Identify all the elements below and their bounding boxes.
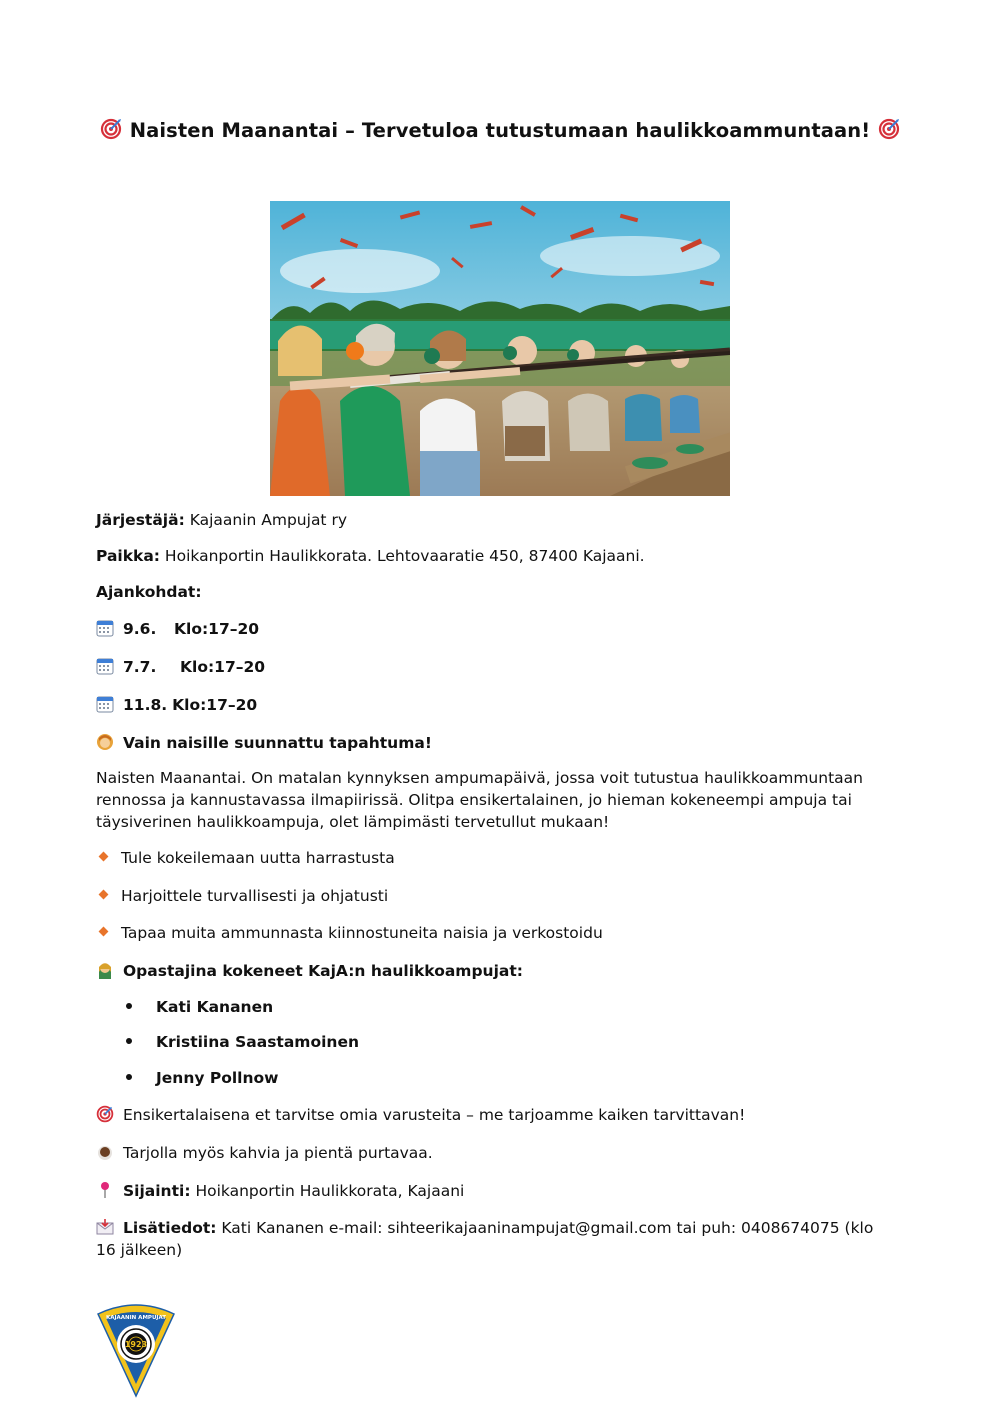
pin-icon [96,1181,114,1199]
bullet-dot [126,1038,132,1044]
place-value: Hoikanportin Haulikkorata. Lehtovaaratie 450, 87400 Kajaani. [160,547,645,565]
coffee-note-line [96,1143,433,1162]
diamond-bullet-icon [99,890,109,900]
envelope-icon [96,1218,114,1236]
organizer-value: Kajaanin Ampujat ry [184,511,347,529]
women-only-line [96,733,432,752]
gear-note-text: Ensikertalaisena et tarvitse omia varusteita – me tarjoamme kaiken tarvittavan! [123,1106,746,1124]
women-only-text: Vain naisille suunnattu tapahtuma! [123,734,432,752]
organizer-label: Järjestäjä: [96,511,185,529]
location-value: Hoikanportin Haulikkorata, Kajaani [190,1182,465,1200]
instructors-heading [96,961,523,980]
target-icon [878,118,900,145]
logo-year: 1923 [124,1340,148,1349]
instructor-icon [96,961,114,979]
date-value: 9.6. [123,620,157,638]
target-icon [96,1105,114,1123]
coffee-icon [96,1143,114,1161]
instructor-item [126,1069,279,1087]
benefit-text: Tapaa muita ammunnasta kiinnostuneita naisia ja verkostoidu [121,924,603,942]
info-line [96,1217,886,1261]
date-value: 11.8. [123,696,168,714]
bullet-dot [126,1074,132,1080]
logo-ring-text: KAJAANIN AMPUJAT [105,1315,167,1321]
bullet-dot [126,1003,132,1009]
instructor-name: Kati Kananen [156,998,274,1016]
info-label: Lisätiedot: [123,1219,217,1237]
date-row [96,695,257,714]
benefit-text: Tule kokeilemaan uutta harrastusta [121,849,395,867]
info-value: Kati Kananen e-mail: sihteerikajaaninampujat@gmail.com tai puh: 0408674075 (klo 16 jälkeen) [96,1219,874,1259]
benefit-item [96,924,603,942]
benefit-text: Harjoittele turvallisesti ja ohjatusti [121,887,389,905]
instructor-item [126,998,273,1016]
instructor-name: Jenny Pollnow [156,1069,279,1087]
organizer-line [96,511,347,529]
diamond-bullet-icon [99,927,109,937]
location-label: Sijainti: [123,1182,191,1200]
benefit-item [96,849,395,867]
calendar-icon [96,619,114,637]
diamond-bullet-icon [99,852,109,862]
place-label: Paikka: [96,547,160,565]
woman-icon [96,733,114,751]
description-paragraph: Naisten Maanantai. On matalan kynnyksen ampumapäivä, jossa voit tutustua haulikkoammuntaan rennossa ja kannustavassa ilmapiirissä. Olitpa ensikertalainen, jo hieman kokeneempi ampuja tai täysiverinen haulikkoampuja, olet lämpimästi tervetullut mukaan! [96,769,863,831]
date-row [96,657,265,676]
benefit-item [96,887,388,905]
date-time: Klo:17–20 [180,658,266,676]
club-logo [96,1302,176,1398]
gear-note-line [96,1105,745,1124]
date-value: 7.7. [123,658,157,676]
instructors-heading-text: Opastajina kokeneet KajA:n haulikkoampujat: [123,962,523,980]
target-icon [100,118,122,145]
calendar-icon [96,695,114,713]
date-time: Klo:17–20 [172,696,258,714]
date-time: Klo:17–20 [174,620,260,638]
instructor-item [126,1033,359,1051]
calendar-icon [96,657,114,675]
instructor-name: Kristiina Saastamoinen [156,1033,359,1051]
hero-image [270,201,730,496]
location-line [96,1181,464,1200]
title-text: Naisten Maanantai – Tervetuloa tutustumaan haulikkoammuntaan! [129,119,871,142]
place-line [96,547,645,565]
dates-heading: Ajankohdat: [96,583,202,601]
page-title [0,118,1000,145]
coffee-note-text: Tarjolla myös kahvia ja pientä purtavaa. [123,1144,433,1162]
date-row [96,619,259,638]
